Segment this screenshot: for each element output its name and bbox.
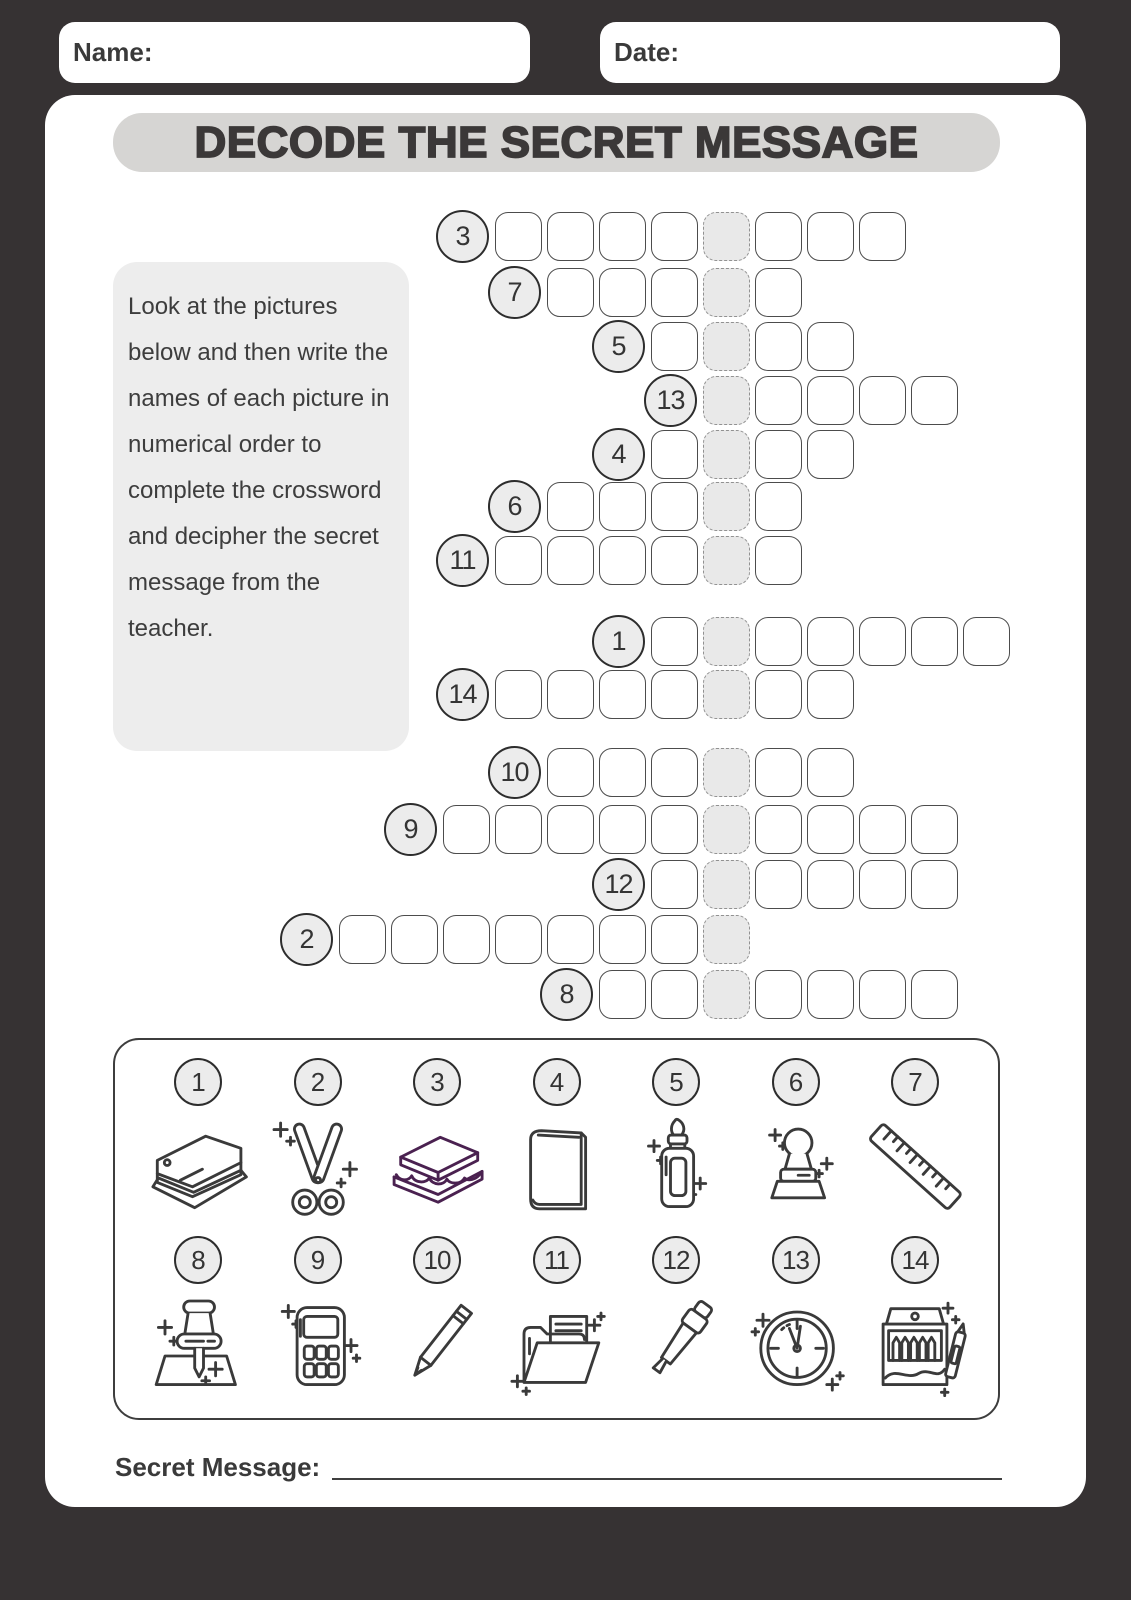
- clue-number-badge: 5: [592, 320, 645, 373]
- crossword-cell[interactable]: [755, 748, 802, 797]
- clue-number-badge: 1: [592, 615, 645, 668]
- picture-item-2: [261, 1058, 375, 1222]
- crossword-cell[interactable]: [651, 482, 698, 531]
- crossword-cell[interactable]: [807, 376, 854, 425]
- picture-number-badge: 6: [772, 1058, 820, 1106]
- crossword-cell[interactable]: [807, 748, 854, 797]
- crossword-cell[interactable]: [859, 805, 906, 854]
- crossword-cell[interactable]: [911, 376, 958, 425]
- picture-number-badge: 9: [294, 1236, 342, 1284]
- crossword-cell[interactable]: [807, 805, 854, 854]
- crossword-cell[interactable]: [807, 212, 854, 261]
- crossword-cell[interactable]: [911, 860, 958, 909]
- clue-number-badge: 6: [488, 480, 541, 533]
- stamp-icon: [741, 1112, 851, 1222]
- crossword-cell[interactable]: [547, 482, 594, 531]
- picture-item-13: [739, 1236, 853, 1400]
- picture-item-9: [261, 1236, 375, 1400]
- crossword-cell[interactable]: [755, 322, 802, 371]
- crossword-cell[interactable]: [651, 430, 698, 479]
- crossword-cell[interactable]: [599, 268, 646, 317]
- ruler-icon: [860, 1112, 970, 1222]
- crossword-cell[interactable]: [599, 482, 646, 531]
- crossword-cell[interactable]: [963, 617, 1010, 666]
- crossword-cell[interactable]: [495, 536, 542, 585]
- crossword-cell[interactable]: [755, 805, 802, 854]
- clue-number-badge: 7: [488, 266, 541, 319]
- picture-item-1: [141, 1058, 255, 1222]
- crossword-cell[interactable]: [651, 617, 698, 666]
- picture-item-4: [500, 1058, 614, 1222]
- clue-number-badge: 8: [540, 968, 593, 1021]
- crossword-cell[interactable]: [651, 970, 698, 1019]
- secret-letter-cell[interactable]: [703, 748, 750, 797]
- crossword-cell[interactable]: [755, 268, 802, 317]
- picture-item-12: [619, 1236, 733, 1400]
- secret-letter-cell[interactable]: [703, 915, 750, 964]
- crossword-cell[interactable]: [755, 430, 802, 479]
- marker-icon: [621, 1290, 731, 1400]
- picture-item-14: [858, 1236, 972, 1400]
- crossword-cell[interactable]: [755, 376, 802, 425]
- crossword-cell[interactable]: [755, 536, 802, 585]
- crossword-cell[interactable]: [859, 860, 906, 909]
- instructions-text: Look at the pictures below and then write the names of each picture in numerical order to complete the crossword and decipher the secret message from the teacher.: [128, 293, 390, 642]
- crossword-cell[interactable]: [599, 915, 646, 964]
- crossword-cell[interactable]: [495, 670, 542, 719]
- glue-bottle-icon: [621, 1112, 731, 1222]
- crossword-cell[interactable]: [547, 268, 594, 317]
- crossword-cell[interactable]: [599, 212, 646, 261]
- crossword-cell[interactable]: [547, 212, 594, 261]
- crossword-cell[interactable]: [599, 536, 646, 585]
- clue-number-badge: 2: [280, 913, 333, 966]
- picture-number-badge: 14: [891, 1236, 939, 1284]
- date-label: Date:: [614, 37, 680, 67]
- crossword-cell[interactable]: [911, 970, 958, 1019]
- page-title: DECODE THE SECRET MESSAGE: [194, 117, 919, 167]
- crossword-cell[interactable]: [599, 748, 646, 797]
- clue-number-badge: 10: [488, 746, 541, 799]
- crossword-cell[interactable]: [859, 617, 906, 666]
- picture-number-badge: 5: [652, 1058, 700, 1106]
- crossword-cell[interactable]: [547, 536, 594, 585]
- clue-number-badge: 11: [436, 534, 489, 587]
- picture-number-badge: 2: [294, 1058, 342, 1106]
- clue-number-badge: 4: [592, 428, 645, 481]
- secret-letter-cell[interactable]: [703, 970, 750, 1019]
- secret-letter-cell[interactable]: [703, 805, 750, 854]
- picture-item-8: [141, 1236, 255, 1400]
- picture-item-5: [619, 1058, 733, 1222]
- secret-letter-cell[interactable]: [703, 322, 750, 371]
- clock-icon: [741, 1290, 851, 1400]
- crossword-cell[interactable]: [599, 805, 646, 854]
- crossword-cell[interactable]: [651, 536, 698, 585]
- secret-letter-cell[interactable]: [703, 212, 750, 261]
- picture-item-3: [380, 1058, 494, 1222]
- crossword-cell[interactable]: [547, 915, 594, 964]
- crossword-cell[interactable]: [807, 322, 854, 371]
- crossword-cell[interactable]: [599, 670, 646, 719]
- crossword-cell[interactable]: [547, 805, 594, 854]
- picture-item-7: [858, 1058, 972, 1222]
- crossword-cell[interactable]: [859, 212, 906, 261]
- folder-icon: [502, 1290, 612, 1400]
- crossword-cell[interactable]: [651, 915, 698, 964]
- secret-letter-cell[interactable]: [703, 430, 750, 479]
- secret-message-label: Secret Message:: [115, 1452, 321, 1482]
- crossword-cell[interactable]: [651, 322, 698, 371]
- crossword-cell[interactable]: [495, 805, 542, 854]
- picture-number-badge: 3: [413, 1058, 461, 1106]
- picture-number-badge: 4: [533, 1058, 581, 1106]
- crossword-cell[interactable]: [755, 970, 802, 1019]
- crossword-cell[interactable]: [807, 670, 854, 719]
- crossword-cell[interactable]: [911, 805, 958, 854]
- clue-number-badge: 9: [384, 803, 437, 856]
- crossword-cell[interactable]: [651, 212, 698, 261]
- picture-number-badge: 7: [891, 1058, 939, 1106]
- crossword-cell[interactable]: [755, 860, 802, 909]
- crossword-cell[interactable]: [547, 748, 594, 797]
- crossword-cell[interactable]: [339, 915, 386, 964]
- clue-number-badge: 13: [644, 374, 697, 427]
- secret-message-line[interactable]: [332, 1448, 1002, 1480]
- secret-letter-cell[interactable]: [703, 860, 750, 909]
- crossword-cell[interactable]: [651, 860, 698, 909]
- crossword-cell[interactable]: [651, 268, 698, 317]
- picture-item-6: [739, 1058, 853, 1222]
- crossword-cell[interactable]: [807, 860, 854, 909]
- sandwich-icon: [382, 1112, 492, 1222]
- picture-bank-row-2: [141, 1236, 972, 1400]
- crossword-cell[interactable]: [651, 748, 698, 797]
- scissors-icon: [263, 1112, 373, 1222]
- picture-number-badge: 11: [533, 1236, 581, 1284]
- picture-bank: [113, 1038, 1000, 1420]
- crossword-cell[interactable]: [651, 670, 698, 719]
- crossword-cell[interactable]: [391, 915, 438, 964]
- crossword-cell[interactable]: [755, 617, 802, 666]
- crossword-cell[interactable]: [807, 970, 854, 1019]
- picture-item-10: [380, 1236, 494, 1400]
- crossword-cell[interactable]: [651, 805, 698, 854]
- push-pin-icon: [143, 1290, 253, 1400]
- crossword-cell[interactable]: [443, 915, 490, 964]
- crossword-cell[interactable]: [547, 670, 594, 719]
- calculator-icon: [263, 1290, 373, 1400]
- pencil-icon: [382, 1290, 492, 1400]
- picture-number-badge: 1: [174, 1058, 222, 1106]
- clue-number-badge: 14: [436, 668, 489, 721]
- secret-letter-cell[interactable]: [703, 268, 750, 317]
- crossword-cell[interactable]: [599, 970, 646, 1019]
- crossword-cell[interactable]: [755, 670, 802, 719]
- crossword-cell[interactable]: [495, 212, 542, 261]
- secret-letter-cell[interactable]: [703, 670, 750, 719]
- secret-letter-cell[interactable]: [703, 482, 750, 531]
- stapler-icon: [143, 1112, 253, 1222]
- book-icon: [502, 1112, 612, 1222]
- crayon-box-icon: [860, 1290, 970, 1400]
- picture-item-11: [500, 1236, 614, 1400]
- picture-bank-row-1: [141, 1058, 972, 1222]
- crossword-cell[interactable]: [859, 970, 906, 1019]
- crossword-cell[interactable]: [755, 212, 802, 261]
- clue-number-badge: 12: [592, 858, 645, 911]
- crossword-cell[interactable]: [495, 915, 542, 964]
- picture-number-badge: 8: [174, 1236, 222, 1284]
- crossword-cell[interactable]: [911, 617, 958, 666]
- crossword-cell[interactable]: [443, 805, 490, 854]
- crossword-cell[interactable]: [807, 430, 854, 479]
- secret-letter-cell[interactable]: [703, 536, 750, 585]
- secret-letter-cell[interactable]: [703, 376, 750, 425]
- picture-number-badge: 10: [413, 1236, 461, 1284]
- name-label: Name:: [73, 37, 153, 67]
- picture-number-badge: 12: [652, 1236, 700, 1284]
- secret-letter-cell[interactable]: [703, 617, 750, 666]
- clue-number-badge: 3: [436, 210, 489, 263]
- picture-number-badge: 13: [772, 1236, 820, 1284]
- crossword-cell[interactable]: [755, 482, 802, 531]
- crossword-cell[interactable]: [807, 617, 854, 666]
- crossword-cell[interactable]: [859, 376, 906, 425]
